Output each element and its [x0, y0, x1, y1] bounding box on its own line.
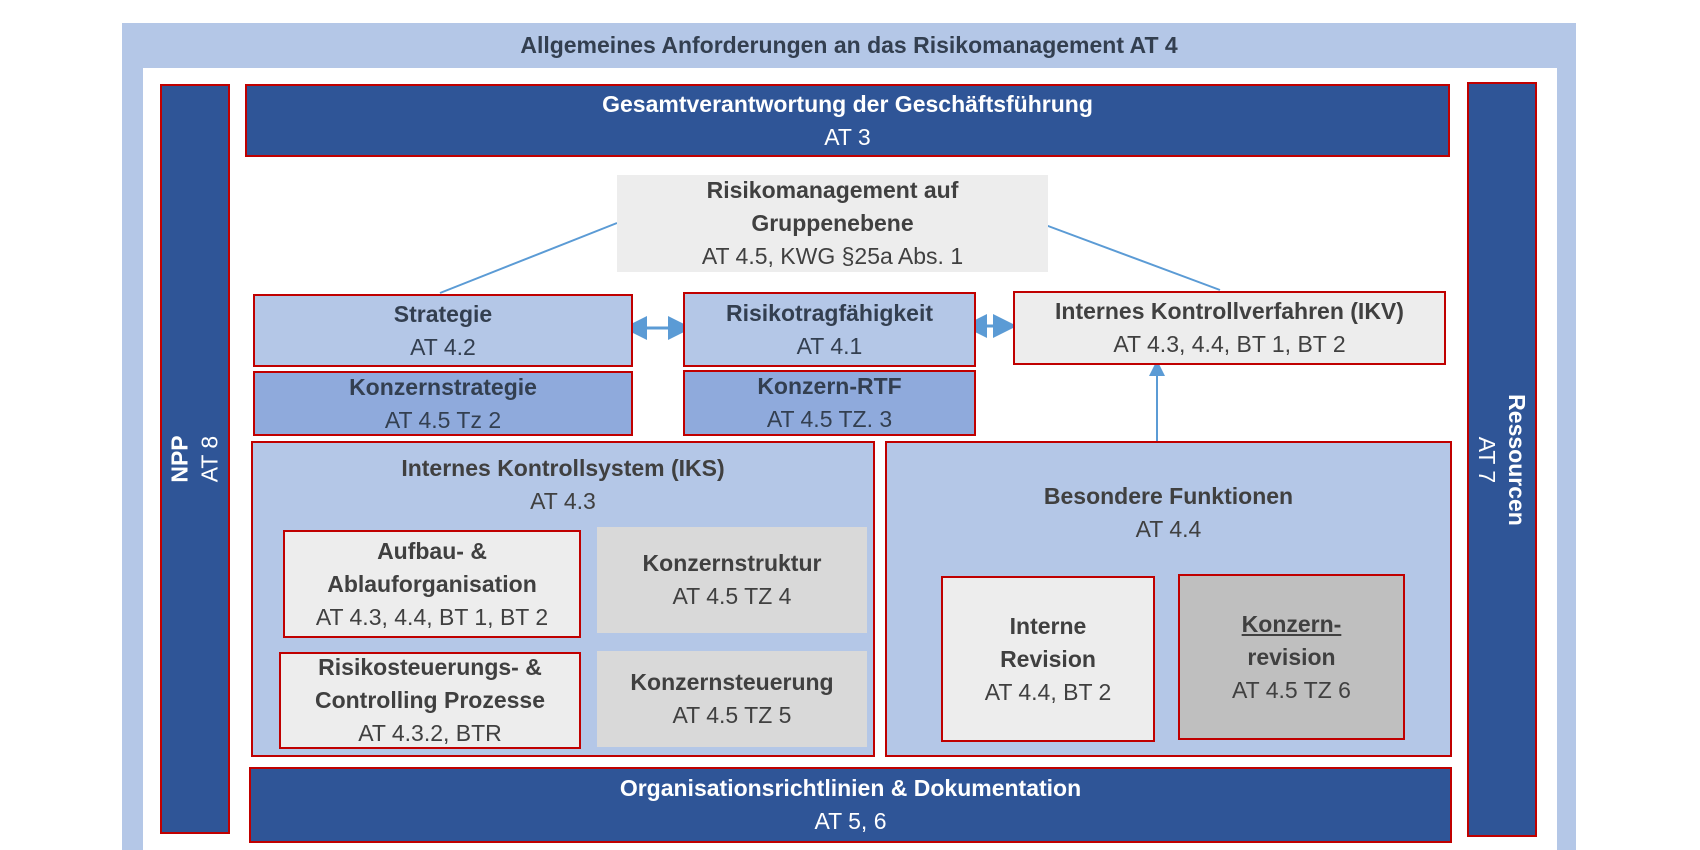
- interne-revision-line2: Revision: [1000, 645, 1096, 672]
- konzernsteuerung-box: [597, 651, 867, 747]
- konzern-rtf-ref: AT 4.5 TZ. 3: [766, 406, 893, 432]
- interne-revision-box: [941, 576, 1155, 742]
- gruppenebene-box: [617, 175, 1048, 272]
- gesamt-ref: AT 3: [824, 123, 871, 150]
- besondere-ref: AT 4.4: [1135, 516, 1202, 542]
- risikosteuerung-box: [279, 652, 581, 749]
- risikosteuerung-line2: Controlling Prozesse: [314, 687, 546, 713]
- aufbau-ref: AT 4.3, 4.4, BT 1, BT 2: [315, 603, 549, 630]
- risikotrag-label: Risikotragfähigkeit: [725, 299, 934, 326]
- gesamtverantwortung-box: [245, 84, 1450, 157]
- gruppe-line1: Risikomanagement auf: [706, 177, 959, 203]
- besondere-header: [885, 478, 1452, 548]
- aufbau-line2: Ablauforganisation: [327, 570, 537, 597]
- risikotragfaehigkeit-box: [683, 292, 976, 367]
- aufbau-line1: Aufbau- &: [377, 537, 487, 564]
- konzernstrategie-box: [253, 371, 633, 436]
- npp-bar: [160, 84, 230, 834]
- npp-label: NPP: [166, 435, 193, 483]
- ikv-label: Internes Kontrollverfahren (IKV): [1055, 298, 1404, 324]
- konzernsteuerung-ref: AT 4.5 TZ 5: [672, 702, 792, 728]
- konzernrevision-line1: Konzern-: [1241, 610, 1342, 637]
- gruppe-ref: AT 4.5, KWG §25a Abs. 1: [701, 243, 964, 269]
- konzernstruktur-box: [597, 527, 867, 633]
- konzernstruktur-label: Konzernstruktur: [642, 550, 822, 576]
- konzernstrategie-ref: AT 4.5 Tz 2: [384, 406, 502, 433]
- aufbau-box: [283, 530, 581, 638]
- risikosteuerung-ref: AT 4.3.2, BTR: [358, 720, 502, 746]
- risikosteuerung-line1: Risikosteuerungs- &: [318, 654, 542, 680]
- iks-ref: AT 4.3: [530, 488, 596, 514]
- strategie-box: [253, 294, 633, 367]
- ressourcen-bar: [1467, 82, 1537, 837]
- ressourcen-ref: AT 7: [1474, 436, 1501, 483]
- gesamt-label: Gesamtverantwortung der Geschäftsführung: [602, 90, 1093, 117]
- konzernsteuerung-label: Konzernsteuerung: [630, 669, 834, 695]
- interne-revision-ref: AT 4.4, BT 2: [984, 678, 1112, 705]
- strategie-label: Strategie: [393, 300, 493, 327]
- konzernstrategie-label: Konzernstrategie: [349, 373, 537, 400]
- gruppe-line2: Gruppenebene: [751, 210, 914, 236]
- line-group-ikv: [1040, 223, 1220, 290]
- konzernrevision-ref: AT 4.5 TZ 6: [1232, 676, 1351, 703]
- konzernstruktur-ref: AT 4.5 TZ 4: [672, 583, 792, 609]
- konzern-rtf-label: Konzern-RTF: [757, 373, 902, 399]
- orga-ref: AT 5, 6: [814, 808, 887, 834]
- konzern-rtf-box: [683, 370, 976, 436]
- diagram-title: Allgemeines Anforderungen an das Risikomanagement AT 4: [520, 32, 1178, 58]
- ikv-box: [1013, 291, 1446, 365]
- organisationsrichtlinien-box: [249, 767, 1452, 843]
- besondere-label: Besondere Funktionen: [1043, 483, 1294, 509]
- strategie-ref: AT 4.2: [410, 333, 476, 360]
- npp-ref: AT 8: [196, 435, 223, 483]
- interne-revision-line1: Interne: [1009, 612, 1087, 639]
- orga-label: Organisationsrichtlinien & Dokumentation: [619, 775, 1082, 801]
- konzernrevision-box: [1178, 574, 1405, 740]
- line-group-strategie: [440, 223, 617, 293]
- risikotrag-ref: AT 4.1: [796, 332, 863, 359]
- iks-header: [251, 450, 875, 520]
- ressourcen-label: Ressourcen: [1504, 393, 1531, 526]
- konzernrevision-line2: revision: [1247, 643, 1336, 670]
- iks-label: Internes Kontrollsystem (IKS): [401, 455, 725, 481]
- ikv-ref: AT 4.3, 4.4, BT 1, BT 2: [1113, 331, 1346, 357]
